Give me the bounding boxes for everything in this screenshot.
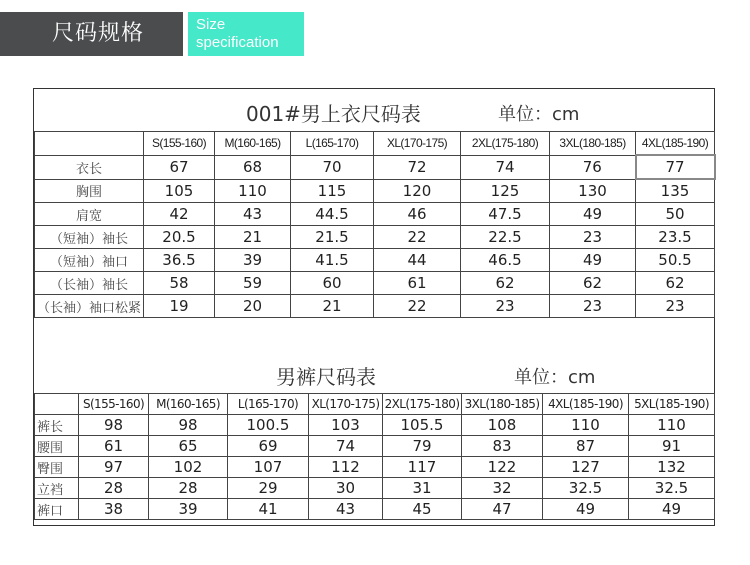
pants-measure-cell: 112 bbox=[309, 457, 383, 478]
tops-measure-cell: 23 bbox=[461, 295, 550, 318]
pants-measure-cell: 69 bbox=[228, 436, 309, 457]
tops-measure-cell: 44 bbox=[374, 249, 461, 272]
pants-table-row bbox=[35, 478, 715, 499]
tops-measure-cell: 47.5 bbox=[461, 203, 550, 226]
tops-measure-cell: 23 bbox=[550, 226, 636, 249]
tops-measure-cell: 49 bbox=[550, 203, 636, 226]
pants-row-label: 裤口 bbox=[35, 499, 79, 520]
tops-corner-cell bbox=[35, 132, 144, 156]
tops-measure-cell: 22 bbox=[374, 226, 461, 249]
pants-measure-cell: 65 bbox=[149, 436, 228, 457]
tops-measure-cell: 62 bbox=[636, 272, 715, 295]
pants-table-row bbox=[35, 415, 715, 436]
pants-measure-cell: 41 bbox=[228, 499, 309, 520]
tops-table-row bbox=[35, 272, 715, 295]
tops-measure-cell: 21 bbox=[215, 226, 291, 249]
pants-measure-cell: 117 bbox=[383, 457, 462, 478]
tops-measure-cell: 21 bbox=[291, 295, 374, 318]
tops-header-row bbox=[35, 132, 715, 156]
tops-measure-cell: 20 bbox=[215, 295, 291, 318]
tops-size-header: 2XL(175-180) bbox=[461, 132, 550, 156]
tops-measure-cell: 46.5 bbox=[461, 249, 550, 272]
tops-measure-cell: 49 bbox=[550, 249, 636, 272]
pants-measure-cell: 98 bbox=[79, 415, 149, 436]
pants-measure-cell: 32.5 bbox=[629, 478, 715, 499]
tops-measure-cell: 62 bbox=[550, 272, 636, 295]
pants-unit-label: 单位：cm bbox=[514, 367, 596, 388]
pants-measure-cell: 103 bbox=[309, 415, 383, 436]
tops-size-header: S(155-160) bbox=[144, 132, 215, 156]
tops-measure-cell: 125 bbox=[461, 179, 550, 203]
section-subtitle bbox=[188, 12, 304, 56]
tops-measure-cell: 72 bbox=[374, 155, 461, 179]
tops-measure-cell: 115 bbox=[291, 179, 374, 203]
tops-measure-cell: 23 bbox=[636, 295, 715, 318]
tops-unit-label: 单位：cm bbox=[498, 104, 580, 125]
pants-measure-cell: 30 bbox=[309, 478, 383, 499]
tops-size-header: L(165-170) bbox=[291, 132, 374, 156]
tops-measure-cell: 44.5 bbox=[291, 203, 374, 226]
pants-table-row bbox=[35, 436, 715, 457]
pants-measure-cell: 79 bbox=[383, 436, 462, 457]
pants-measure-cell: 39 bbox=[149, 499, 228, 520]
tops-measure-cell: 77 bbox=[636, 155, 715, 179]
pants-size-header: XL(170-175) bbox=[309, 394, 383, 415]
tops-measure-cell: 23.5 bbox=[636, 226, 715, 249]
pants-measure-cell: 87 bbox=[543, 436, 629, 457]
tops-row-label: 衣长 bbox=[35, 155, 144, 179]
pants-measure-cell: 43 bbox=[309, 499, 383, 520]
tops-measure-cell: 23 bbox=[550, 295, 636, 318]
tops-measure-cell: 61 bbox=[374, 272, 461, 295]
tops-row-label: （长袖）袖口松紧 bbox=[35, 295, 144, 318]
subtitle-line-1: Size bbox=[196, 16, 226, 33]
pants-measure-cell: 47 bbox=[462, 499, 543, 520]
pants-measure-cell: 32 bbox=[462, 478, 543, 499]
pants-row-label: 臀围 bbox=[35, 457, 79, 478]
pants-size-header: 5XL(185-190) bbox=[629, 394, 715, 415]
tops-measure-cell: 58 bbox=[144, 272, 215, 295]
pants-corner-cell bbox=[35, 394, 79, 415]
tops-table-row bbox=[35, 226, 715, 249]
tops-table-row bbox=[35, 249, 715, 272]
tops-table-row bbox=[35, 203, 715, 226]
pants-size-header: S(155-160) bbox=[79, 394, 149, 415]
tops-measure-cell: 68 bbox=[215, 155, 291, 179]
pants-measure-cell: 45 bbox=[383, 499, 462, 520]
tops-row-label: （短袖）袖长 bbox=[35, 226, 144, 249]
pants-row-label: 立裆 bbox=[35, 478, 79, 499]
pants-size-header: 4XL(185-190) bbox=[543, 394, 629, 415]
pants-measure-cell: 83 bbox=[462, 436, 543, 457]
tops-measure-cell: 19 bbox=[144, 295, 215, 318]
section-title bbox=[0, 12, 183, 56]
tops-measure-cell: 22 bbox=[374, 295, 461, 318]
tops-row-label: （长袖）袖长 bbox=[35, 272, 144, 295]
tops-row-label: （短袖）袖口 bbox=[35, 249, 144, 272]
pants-size-header: 2XL(175-180) bbox=[383, 394, 462, 415]
pants-measure-cell: 122 bbox=[462, 457, 543, 478]
tops-measure-cell: 39 bbox=[215, 249, 291, 272]
pants-size-table bbox=[34, 393, 715, 520]
pants-measure-cell: 49 bbox=[629, 499, 715, 520]
pants-measure-cell: 91 bbox=[629, 436, 715, 457]
tops-measure-cell: 105 bbox=[144, 179, 215, 203]
tops-table-row bbox=[35, 179, 715, 203]
tops-table-row bbox=[35, 155, 715, 179]
tops-measure-cell: 21.5 bbox=[291, 226, 374, 249]
pants-measure-cell: 127 bbox=[543, 457, 629, 478]
pants-measure-cell: 108 bbox=[462, 415, 543, 436]
pants-measure-cell: 102 bbox=[149, 457, 228, 478]
pants-measure-cell: 38 bbox=[79, 499, 149, 520]
pants-measure-cell: 28 bbox=[149, 478, 228, 499]
pants-size-header: 3XL(180-185) bbox=[462, 394, 543, 415]
tops-measure-cell: 62 bbox=[461, 272, 550, 295]
pants-measure-cell: 98 bbox=[149, 415, 228, 436]
subtitle-line-2: specification bbox=[196, 34, 279, 51]
tops-measure-cell: 60 bbox=[291, 272, 374, 295]
pants-measure-cell: 49 bbox=[543, 499, 629, 520]
pants-measure-cell: 132 bbox=[629, 457, 715, 478]
tops-measure-cell: 120 bbox=[374, 179, 461, 203]
pants-measure-cell: 107 bbox=[228, 457, 309, 478]
pants-measure-cell: 28 bbox=[79, 478, 149, 499]
pants-table-row bbox=[35, 457, 715, 478]
tops-size-header: 4XL(185-190) bbox=[636, 132, 715, 156]
pants-table-row bbox=[35, 499, 715, 520]
tops-measure-cell: 74 bbox=[461, 155, 550, 179]
tops-measure-cell: 50 bbox=[636, 203, 715, 226]
pants-measure-cell: 100.5 bbox=[228, 415, 309, 436]
tops-measure-cell: 20.5 bbox=[144, 226, 215, 249]
pants-measure-cell: 110 bbox=[629, 415, 715, 436]
pants-measure-cell: 74 bbox=[309, 436, 383, 457]
tops-measure-cell: 130 bbox=[550, 179, 636, 203]
tops-measure-cell: 67 bbox=[144, 155, 215, 179]
pants-row-label: 裤长 bbox=[35, 415, 79, 436]
pants-measure-cell: 31 bbox=[383, 478, 462, 499]
pants-size-header: L(165-170) bbox=[228, 394, 309, 415]
pants-row-label: 腰围 bbox=[35, 436, 79, 457]
tops-size-header: XL(170-175) bbox=[374, 132, 461, 156]
tops-measure-cell: 50.5 bbox=[636, 249, 715, 272]
pants-measure-cell: 105.5 bbox=[383, 415, 462, 436]
tops-measure-cell: 110 bbox=[215, 179, 291, 203]
tops-measure-cell: 135 bbox=[636, 179, 715, 203]
tops-measure-cell: 42 bbox=[144, 203, 215, 226]
tops-measure-cell: 41.5 bbox=[291, 249, 374, 272]
pants-size-header: M(160-165) bbox=[149, 394, 228, 415]
pants-measure-cell: 110 bbox=[543, 415, 629, 436]
tops-measure-cell: 22.5 bbox=[461, 226, 550, 249]
tops-measure-cell: 70 bbox=[291, 155, 374, 179]
tops-table-row bbox=[35, 295, 715, 318]
pants-measure-cell: 32.5 bbox=[543, 478, 629, 499]
pants-chart-title: 男裤尺码表 bbox=[276, 365, 376, 389]
pants-measure-cell: 97 bbox=[79, 457, 149, 478]
tops-row-label: 胸围 bbox=[35, 179, 144, 203]
tops-measure-cell: 76 bbox=[550, 155, 636, 179]
tops-measure-cell: 36.5 bbox=[144, 249, 215, 272]
tops-measure-cell: 59 bbox=[215, 272, 291, 295]
pants-measure-cell: 29 bbox=[228, 478, 309, 499]
pants-measure-cell: 61 bbox=[79, 436, 149, 457]
tops-chart-title: 001#男上衣尺码表 bbox=[246, 102, 421, 126]
tops-measure-cell: 43 bbox=[215, 203, 291, 226]
tops-size-header: M(160-165) bbox=[215, 132, 291, 156]
tops-size-table bbox=[34, 131, 716, 318]
tops-size-header: 3XL(180-185) bbox=[550, 132, 636, 156]
section-title-text: 尺码规格 bbox=[52, 21, 145, 46]
tops-row-label: 肩宽 bbox=[35, 203, 144, 226]
pants-header-row bbox=[35, 394, 715, 415]
tops-measure-cell: 46 bbox=[374, 203, 461, 226]
